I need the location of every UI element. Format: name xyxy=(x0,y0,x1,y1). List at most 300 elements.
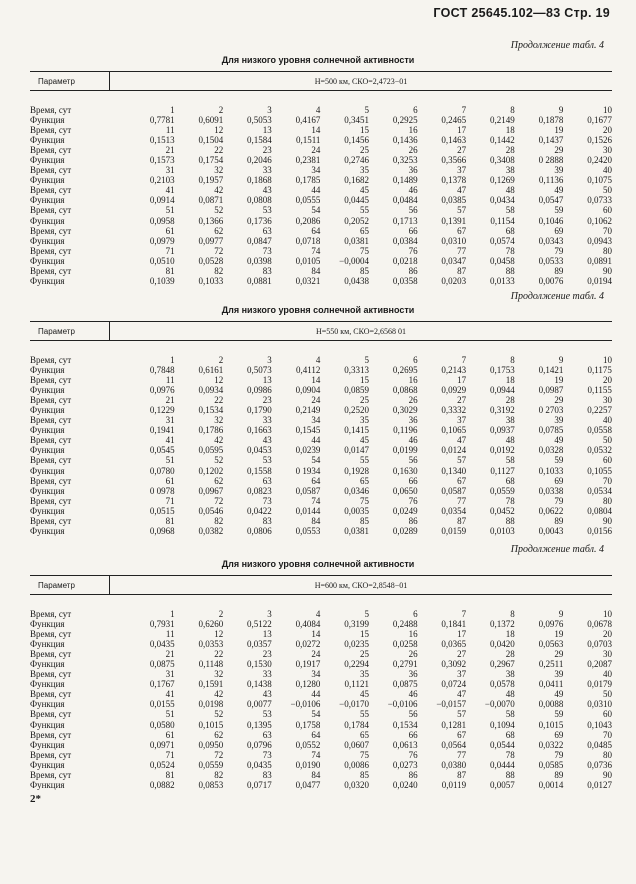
table-cell: 0,1366 xyxy=(198,215,224,226)
table-cell: 0,0398 xyxy=(247,255,272,266)
table-cell: 70 xyxy=(602,225,612,236)
table-cell: 90 xyxy=(602,265,612,276)
table-cell: 87 xyxy=(457,515,467,526)
time-row xyxy=(30,355,612,365)
table-cell: 0,0510 xyxy=(149,255,175,266)
table-cell: 32 xyxy=(214,165,224,176)
table-cell: 2 xyxy=(218,105,224,115)
table-cell: 0,2925 xyxy=(392,115,418,126)
table-cell: 43 xyxy=(262,689,272,700)
table-cell: 67 xyxy=(457,475,467,486)
table-cell: 0,0438 xyxy=(344,275,369,286)
table-cell: 0,1941 xyxy=(149,425,175,436)
function-row xyxy=(30,760,612,770)
table-cell: 20 xyxy=(602,125,612,136)
time-row xyxy=(30,496,612,506)
table-cell: 83 xyxy=(262,769,272,780)
table-cell: 80 xyxy=(602,245,612,256)
table-cell: 0,0105 xyxy=(295,255,321,266)
table-cell: 8 xyxy=(510,105,515,115)
table-cell: 0,0808 xyxy=(247,195,272,206)
row-label: Время, сут xyxy=(30,105,72,115)
table-cell: 78 xyxy=(505,245,515,256)
table-cell: 0,0365 xyxy=(441,639,467,650)
table-cell: 62 xyxy=(214,225,224,236)
table-cell: 0,0979 xyxy=(149,235,175,246)
function-row xyxy=(30,115,612,125)
table-cell: 42 xyxy=(214,185,224,196)
table-cell: 59 xyxy=(554,205,564,216)
table-header xyxy=(30,575,612,595)
table-cell: 0,1055 xyxy=(587,465,612,476)
table-cell: 15 xyxy=(359,375,369,386)
table-cell: 82 xyxy=(214,515,224,526)
table-cell: 0,1154 xyxy=(490,215,515,226)
table-cell: 0,0976 xyxy=(538,619,564,630)
table-cell: 0,0650 xyxy=(392,485,418,496)
table-cell: 0,0875 xyxy=(149,659,175,670)
table-cell: 0,1136 xyxy=(538,175,564,186)
row-label: Время, сут xyxy=(30,265,72,276)
page-footnote: 2* xyxy=(30,793,41,805)
table-cell: 54 xyxy=(311,709,321,720)
row-label: Функция xyxy=(30,365,65,376)
table-cell: 48 xyxy=(505,185,515,196)
table-cell: 0,2381 xyxy=(295,155,321,166)
row-label: Функция xyxy=(30,525,65,536)
time-row xyxy=(30,435,612,445)
table-cell: 0,0545 xyxy=(149,445,175,456)
table-cell: −0,0106 xyxy=(290,699,321,710)
table-cell: 36 xyxy=(408,165,418,176)
table-cell: 0,0717 xyxy=(247,779,272,790)
table-cell: 0,0595 xyxy=(198,445,224,456)
function-row xyxy=(30,175,612,185)
table-cell: 8 xyxy=(510,355,515,365)
table-cell: 0,0553 xyxy=(295,525,321,536)
row-label: Время, сут xyxy=(30,749,72,760)
table-cell: 24 xyxy=(311,649,321,660)
table-cell: 0,0077 xyxy=(247,699,272,710)
table-cell: 41 xyxy=(165,435,175,446)
table-cell: 0,0968 xyxy=(149,525,175,536)
table-cell: 55 xyxy=(359,455,369,466)
table-cell: 0,1456 xyxy=(344,135,369,146)
table-cell: 81 xyxy=(165,769,175,780)
table-cell: 0,0823 xyxy=(247,485,272,496)
row-label: Время, сут xyxy=(30,515,72,526)
table-cell: 58 xyxy=(505,205,515,216)
table-cell: 0,0914 xyxy=(149,195,175,206)
table-cell: 66 xyxy=(408,729,418,740)
table-cell: 43 xyxy=(262,435,272,446)
table-cell: 0,1957 xyxy=(198,175,224,186)
table-cell: 0,0346 xyxy=(344,485,369,496)
table-cell: 0,0258 xyxy=(392,639,418,650)
table-cell: 0,6091 xyxy=(198,115,224,126)
table-cell: 0,0853 xyxy=(198,779,224,790)
table-cell: 0,1094 xyxy=(490,719,515,730)
table-cell: 56 xyxy=(408,455,418,466)
table-cell: 0,0546 xyxy=(198,505,224,516)
table-cell: 0,1526 xyxy=(587,135,612,146)
table-cell: 43 xyxy=(262,185,272,196)
table-cell: 0,2086 xyxy=(295,215,321,226)
table-cell: 0,0445 xyxy=(344,195,369,206)
table-cell: 0,1196 xyxy=(393,425,418,436)
function-row xyxy=(30,740,612,750)
table-title-3: Для низкого уровня солнечной активности xyxy=(221,559,415,569)
row-label: Время, сут xyxy=(30,495,72,506)
function-row xyxy=(30,780,612,790)
table-cell: 73 xyxy=(262,495,272,506)
table-cell: 33 xyxy=(262,415,272,426)
table-cell: 44 xyxy=(311,435,321,446)
table-cell: 0,1928 xyxy=(344,465,369,476)
table-cell: 0,1033 xyxy=(198,275,224,286)
table-cell: 0,2149 xyxy=(295,405,321,416)
table-cell: 7 xyxy=(461,609,467,619)
table-cell: 0,1229 xyxy=(149,405,175,416)
table-cell: 0,1437 xyxy=(538,135,564,146)
table-cell: 33 xyxy=(262,165,272,176)
table-cell: 15 xyxy=(359,629,369,640)
table-cell: 0,1442 xyxy=(490,135,515,146)
table-cell: 0,2046 xyxy=(247,155,272,166)
function-row xyxy=(30,445,612,455)
function-row xyxy=(30,135,612,145)
table-cell: 0,5053 xyxy=(247,115,272,126)
table-cell: 16 xyxy=(408,629,418,640)
table-cell: 89 xyxy=(554,769,564,780)
table-cell: 16 xyxy=(408,125,418,136)
row-label: Функция xyxy=(30,739,65,750)
table-cell: 0,0544 xyxy=(490,739,515,750)
table-cell: 10 xyxy=(602,609,612,619)
table-cell: 52 xyxy=(214,205,224,216)
table-cell: 22 xyxy=(214,145,224,156)
table-cell: 0,0458 xyxy=(490,255,515,266)
table-cell: 0,0088 xyxy=(538,699,564,710)
table-cell: 0,1630 xyxy=(392,465,418,476)
table-cell: 70 xyxy=(602,475,612,486)
table-cell: 50 xyxy=(602,185,612,196)
row-label: Функция xyxy=(30,759,65,770)
function-row xyxy=(30,506,612,516)
table-cell: 89 xyxy=(554,265,564,276)
table-cell: 0,2511 xyxy=(538,659,564,670)
table-cell: 0,0733 xyxy=(587,195,612,206)
table-cell: 0,2520 xyxy=(344,405,369,416)
table-cell: 14 xyxy=(311,375,321,386)
time-row xyxy=(30,516,612,526)
table-cell: 0,1202 xyxy=(198,465,224,476)
table-cell: 32 xyxy=(214,669,224,680)
table-cell: 44 xyxy=(311,689,321,700)
table-cell: 7 xyxy=(461,355,467,365)
table-cell: 31 xyxy=(165,165,175,176)
table-cell: 1 xyxy=(170,105,175,115)
table-cell: 0,3566 xyxy=(441,155,467,166)
table-cell: 0,0194 xyxy=(587,275,612,286)
table-cell: −0,0106 xyxy=(387,699,418,710)
table-cell: 45 xyxy=(359,689,369,700)
table-cell: 0,1175 xyxy=(587,365,612,376)
table-cell: 0,4112 xyxy=(295,365,321,376)
altitude-header: H=550 км, СКО=2,6568 01 xyxy=(316,326,406,336)
row-label: Время, сут xyxy=(30,225,72,236)
table-cell: 37 xyxy=(457,669,467,680)
table-cell: 74 xyxy=(311,495,321,506)
table-cell: 68 xyxy=(505,475,515,486)
table-cell: 0 1934 xyxy=(295,465,321,476)
table-cell: 10 xyxy=(602,355,612,365)
table-cell: 0,1713 xyxy=(392,215,418,226)
table-cell: 42 xyxy=(214,689,224,700)
table-cell: 23 xyxy=(262,649,272,660)
table-cell: 0,0076 xyxy=(538,275,564,286)
row-label: Функция xyxy=(30,135,65,146)
table-cell: 0,1438 xyxy=(247,679,272,690)
table-cell: 0,0484 xyxy=(392,195,418,206)
table-cell: 49 xyxy=(554,435,564,446)
table-cell: 87 xyxy=(457,769,467,780)
table-cell: 77 xyxy=(457,749,467,760)
table-cell: 0,1489 xyxy=(392,175,418,186)
table-cell: 20 xyxy=(602,375,612,386)
table-cell: 84 xyxy=(311,515,321,526)
table-cell: 0,0199 xyxy=(392,445,418,456)
table-cell: 0,0435 xyxy=(149,639,175,650)
table-cell: 2 xyxy=(218,355,224,365)
table-cell: 0,3408 xyxy=(490,155,515,166)
table-cell: 32 xyxy=(214,415,224,426)
row-label: Время, сут xyxy=(30,709,72,720)
table-cell: 0,0014 xyxy=(538,779,564,790)
row-label: Функция xyxy=(30,659,65,670)
table-cell: 0,3451 xyxy=(344,115,369,126)
table-cell: 0,0958 xyxy=(149,215,175,226)
table-cell: 44 xyxy=(311,185,321,196)
function-row xyxy=(30,619,612,629)
table-cell: 0,0343 xyxy=(538,235,564,246)
table-cell: 0,1121 xyxy=(344,679,369,690)
function-row xyxy=(30,195,612,205)
table-cell: 0,0929 xyxy=(441,385,467,396)
table-cell: 0,1127 xyxy=(490,465,515,476)
table-cell: 0,0485 xyxy=(587,739,612,750)
row-label: Время, сут xyxy=(30,125,72,136)
table-cell: 30 xyxy=(602,145,612,156)
table-cell: 0,2488 xyxy=(392,619,418,630)
table-cell: 0,0320 xyxy=(344,779,369,790)
table-cell: 0,1868 xyxy=(247,175,272,186)
table-cell: 0,2143 xyxy=(441,365,467,376)
table-cell: 0,1841 xyxy=(441,619,467,630)
table-cell: 0,2746 xyxy=(344,155,369,166)
table-cell: 0,0528 xyxy=(198,255,224,266)
table-cell: 0,0249 xyxy=(392,505,418,516)
table-cell: 0,6161 xyxy=(198,365,224,376)
row-label: Функция xyxy=(30,465,65,476)
function-row xyxy=(30,155,612,165)
table-cell: 76 xyxy=(408,749,418,760)
table-cell: 24 xyxy=(311,145,321,156)
function-row xyxy=(30,236,612,246)
table-cell: 0,0198 xyxy=(198,699,224,710)
table-cell: 51 xyxy=(165,205,175,216)
row-label: Время, сут xyxy=(30,435,72,446)
table-cell: 0,0358 xyxy=(392,275,418,286)
table-cell: 0,0133 xyxy=(490,275,515,286)
table-cell: 0,0273 xyxy=(392,759,418,770)
table-cell: 69 xyxy=(554,729,564,740)
table-cell: 85 xyxy=(359,265,369,276)
table-cell: 0,1878 xyxy=(538,115,564,126)
table-cell: 66 xyxy=(408,475,418,486)
table-cell: 61 xyxy=(165,475,175,486)
row-label: Функция xyxy=(30,235,65,246)
table-cell: 69 xyxy=(554,225,564,236)
table-cell: 18 xyxy=(505,125,515,136)
table-cell: 5 xyxy=(364,355,369,365)
table-cell: 0,0057 xyxy=(490,779,515,790)
table-cell: 0,0987 xyxy=(538,385,564,396)
table-cell: 0,0119 xyxy=(441,779,467,790)
time-row xyxy=(30,185,612,195)
table-cell: 17 xyxy=(457,125,467,136)
table-cell: 28 xyxy=(505,145,515,156)
table-cell: 0,0587 xyxy=(295,485,321,496)
table-cell: 72 xyxy=(214,495,224,506)
table-cell: 40 xyxy=(602,165,612,176)
table-cell: 0,0532 xyxy=(587,445,612,456)
row-label: Функция xyxy=(30,619,65,630)
table-cell: 56 xyxy=(408,205,418,216)
table-cell: 0,0147 xyxy=(344,445,369,456)
table-cell: 9 xyxy=(558,609,564,619)
table-cell: 75 xyxy=(359,749,369,760)
table-cell: 88 xyxy=(505,769,515,780)
function-row xyxy=(30,216,612,226)
table-cell: 0,1790 xyxy=(247,405,272,416)
table-cell: 0,1511 xyxy=(295,135,321,146)
row-label: Время, сут xyxy=(30,609,72,619)
time-row xyxy=(30,649,612,659)
time-row xyxy=(30,770,612,780)
table-cell: 79 xyxy=(554,495,564,506)
table-cell: 74 xyxy=(311,749,321,760)
row-label: Функция xyxy=(30,679,65,690)
table-cell: 0,0904 xyxy=(295,385,321,396)
table-cell: 0,1340 xyxy=(441,465,467,476)
table-cell: 0,1573 xyxy=(149,155,175,166)
table-cell: 0,2087 xyxy=(587,659,612,670)
table-cell: 0,0515 xyxy=(149,505,175,516)
table-cell: 0,1065 xyxy=(441,425,467,436)
table-cell: 0,0203 xyxy=(441,275,467,286)
table-cell: 0,1767 xyxy=(149,679,175,690)
row-label: Функция xyxy=(30,275,65,286)
table-cell: 0,1753 xyxy=(490,365,515,376)
table-cell: 0,1015 xyxy=(538,719,564,730)
row-label: Время, сут xyxy=(30,649,72,660)
table-cell: 13 xyxy=(262,629,272,640)
time-row xyxy=(30,246,612,256)
table-cell: 25 xyxy=(359,649,369,660)
table-cell: 0,0796 xyxy=(247,739,272,750)
table-cell: 21 xyxy=(165,649,175,660)
table-cell: 0,0871 xyxy=(198,195,224,206)
table-cell: 0,0103 xyxy=(490,525,515,536)
table-cell: 34 xyxy=(311,415,321,426)
table-cell: 0,0435 xyxy=(247,759,272,770)
table-cell: 0,1677 xyxy=(587,115,612,126)
table-cell: 58 xyxy=(505,709,515,720)
table-cell: 11 xyxy=(165,125,175,136)
table-cell: 90 xyxy=(602,769,612,780)
table-cell: 36 xyxy=(408,415,418,426)
table-cell: 66 xyxy=(408,225,418,236)
table-cell: 0,0124 xyxy=(441,445,467,456)
table-cell: 71 xyxy=(165,495,175,506)
table-cell: 87 xyxy=(457,265,467,276)
table-cell: −0,0157 xyxy=(436,699,467,710)
table-cell: 0,0934 xyxy=(198,385,224,396)
altitude-header: H=600 км, СКО=2,8548−01 xyxy=(314,580,408,590)
table-cell: 0,1754 xyxy=(198,155,224,166)
table-cell: 58 xyxy=(505,455,515,466)
function-row xyxy=(30,405,612,415)
table-cell: 86 xyxy=(408,515,418,526)
table-cell: 1 xyxy=(170,609,175,619)
table-cell: 0,0127 xyxy=(587,779,612,790)
table-cell: 41 xyxy=(165,185,175,196)
table-cell: 55 xyxy=(359,205,369,216)
parameter-header: Параметр xyxy=(30,576,110,594)
table-cell: 0 2703 xyxy=(538,405,564,416)
row-label: Функция xyxy=(30,485,65,496)
table-cell: 88 xyxy=(505,515,515,526)
table-cell: 0,0986 xyxy=(247,385,272,396)
row-label: Время, сут xyxy=(30,455,72,466)
table-cell: 39 xyxy=(554,165,564,176)
table-cell: 0,0736 xyxy=(587,759,612,770)
row-label: Функция xyxy=(30,255,65,266)
table-cell: 51 xyxy=(165,455,175,466)
table-cell: 60 xyxy=(602,455,612,466)
table-cell: 83 xyxy=(262,515,272,526)
table-header xyxy=(30,321,612,341)
table-cell: 0,0179 xyxy=(587,679,612,690)
table-cell: 0,0847 xyxy=(247,235,272,246)
table-cell: 0,1372 xyxy=(490,619,515,630)
table-cell: 65 xyxy=(359,475,369,486)
row-label: Время, сут xyxy=(30,145,72,156)
table-cell: 0,0159 xyxy=(441,525,467,536)
table-cell: 16 xyxy=(408,375,418,386)
table-cell: 88 xyxy=(505,265,515,276)
row-label: Функция xyxy=(30,779,65,790)
table-cell: 0,0574 xyxy=(490,235,515,246)
table-cell: 0,0944 xyxy=(490,385,515,396)
table-cell: 0,6260 xyxy=(198,619,224,630)
table-cell: 30 xyxy=(602,395,612,406)
time-row xyxy=(30,689,612,699)
table-cell: 59 xyxy=(554,709,564,720)
table-cell: 73 xyxy=(262,245,272,256)
table-cell: 0,3253 xyxy=(392,155,418,166)
